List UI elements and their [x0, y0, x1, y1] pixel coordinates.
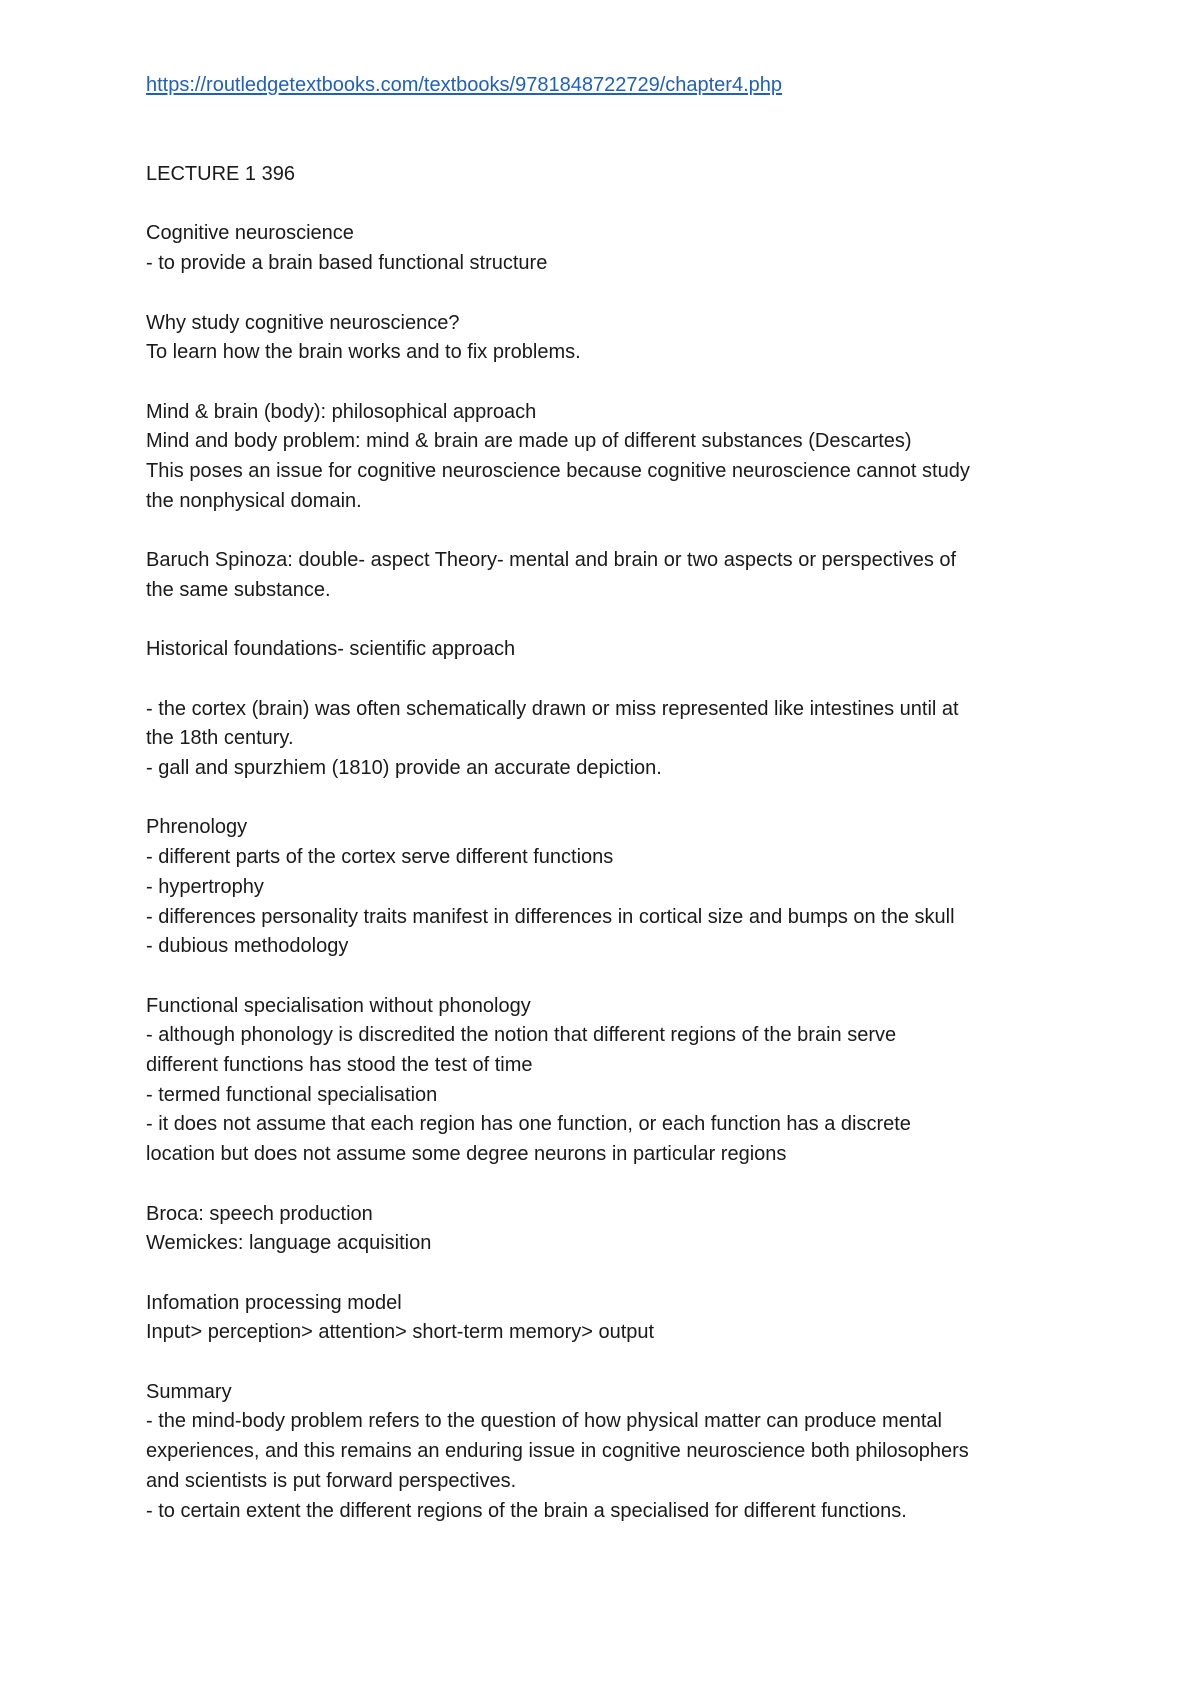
spacer [146, 368, 1076, 398]
text-line: location but does not assume some degree neurons in particular regions [146, 1143, 787, 1166]
text-line-broca: Broca: speech production [146, 1202, 373, 1225]
text-line: different functions has stood the test of time [146, 1054, 533, 1077]
bullet-line: - the mind-body problem refers to the question of how physical matter can produce mental [146, 1410, 942, 1433]
bullet-line: - it does not assume that each region has one function, or each function has a discrete [146, 1113, 911, 1136]
spacer [146, 784, 1076, 814]
bullet-line: - gall and spurzhiem (1810) provide an accurate depiction. [146, 757, 662, 780]
bullet-line: - although phonology is discredited the notion that different regions of the brain serve [146, 1024, 897, 1047]
bullet-line: - hypertrophy [146, 875, 264, 898]
spacer [146, 665, 1076, 695]
bullet-line: - the cortex (brain) was often schematically drawn or miss represented like intestines until at [146, 697, 959, 720]
section-heading-phrenology: Phrenology [146, 816, 248, 839]
text-line: This poses an issue for cognitive neuroscience because cognitive neuroscience cannot study [146, 460, 970, 483]
section-heading-why-study: Why study cognitive neuroscience? [146, 311, 460, 334]
lecture-title: LECTURE 1 396 [146, 163, 295, 186]
spacer [146, 101, 1076, 160]
section-heading-mind-brain: Mind & brain (body): philosophical approach [146, 400, 537, 423]
bullet-line: - differences personality traits manifest in differences in cortical size and bumps on the skull [146, 905, 955, 928]
document-body [146, 71, 1076, 1526]
text-line: experiences, and this remains an enduring issue in cognitive neuroscience both philosophers [146, 1440, 969, 1463]
text-line: and scientists is put forward perspectives. [146, 1469, 517, 1492]
section-heading-cognitive-neuroscience: Cognitive neuroscience [146, 222, 354, 245]
bullet-line: - to provide a brain based functional structure [146, 252, 548, 275]
spacer [146, 962, 1076, 992]
bullet-line: - dubious methodology [146, 935, 349, 958]
source-link[interactable]: https://routledgetextbooks.com/textbooks/9781848722729/chapter4.php [146, 74, 783, 96]
spacer [146, 279, 1076, 309]
section-heading-summary: Summary [146, 1380, 232, 1403]
section-heading-historical: Historical foundations- scientific approach [146, 638, 516, 661]
text-line: Input> perception> attention> short-term memory> output [146, 1321, 655, 1344]
text-line: the same substance. [146, 578, 331, 601]
spacer [146, 1348, 1076, 1378]
section-heading-information-processing: Infomation processing model [146, 1291, 402, 1314]
spacer [146, 516, 1076, 546]
section-heading-functional-specialisation: Functional specialisation without phonology [146, 994, 531, 1017]
text-line: Mind and body problem: mind & brain are made up of different substances (Descartes) [146, 430, 912, 453]
text-line-wernicke: Wemickes: language acquisition [146, 1232, 432, 1255]
spacer [146, 606, 1076, 636]
text-line: To learn how the brain works and to fix problems. [146, 341, 581, 364]
spacer [146, 190, 1076, 220]
text-line: the 18th century. [146, 727, 294, 750]
spacer [146, 1170, 1076, 1200]
bullet-line: - to certain extent the different regions of the brain a specialised for different functions. [146, 1499, 907, 1522]
text-line: the nonphysical domain. [146, 489, 362, 512]
bullet-line: - termed functional specialisation [146, 1083, 438, 1106]
text-line-spinoza: Baruch Spinoza: double- aspect Theory- mental and brain or two aspects or perspectives of [146, 549, 957, 572]
bullet-line: - different parts of the cortex serve different functions [146, 846, 614, 869]
spacer [146, 1259, 1076, 1289]
